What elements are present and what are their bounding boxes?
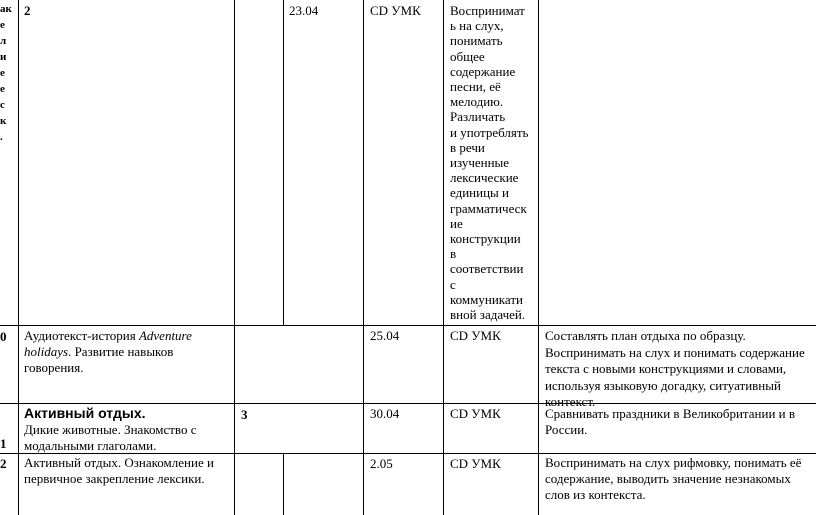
- hours-cell: 3: [241, 407, 248, 422]
- date-cell: 2.05: [370, 456, 393, 471]
- topic-text: . Развитие навыков говорения.: [24, 344, 174, 375]
- col-divider: [443, 0, 444, 515]
- lesson-number: 2: [24, 3, 31, 18]
- date-cell: 30.04: [370, 406, 400, 421]
- text-fragment: с: [0, 99, 5, 111]
- col-divider: [363, 0, 364, 515]
- topic-heading: Активный отдых.: [24, 405, 146, 421]
- text-line: в: [450, 246, 457, 262]
- text-line: понимать: [450, 33, 503, 49]
- col-divider: [234, 0, 235, 515]
- text-fragment: л: [0, 35, 7, 47]
- date-cell: 25.04: [370, 328, 400, 343]
- text-fragment: .: [0, 131, 3, 143]
- text-fragment: е: [0, 83, 5, 95]
- activities-cell: Сравнивать праздники в Великобритании и в России.: [545, 406, 796, 437]
- topic-italic: Adventure holidays: [24, 328, 192, 359]
- row-divider: [0, 325, 816, 326]
- activities-cell: Составлять план отдыха по образцу. Воспринимать на слух и понимать содержание текста с новыми конструкциями и словами, используя языковую догадку, ситуативный контекст.: [545, 328, 805, 409]
- text-line: содержание: [450, 63, 516, 79]
- text-fragment: к: [0, 115, 7, 127]
- topic-cell: [24, 328, 230, 376]
- lesson-number: 1: [0, 436, 7, 451]
- lesson-number: 2: [0, 456, 7, 471]
- text-fragment: и: [0, 51, 7, 63]
- text-line: конструкции: [450, 231, 521, 247]
- equipment-cell: CD УМК: [450, 406, 501, 421]
- col-divider: [18, 0, 19, 515]
- text-line: общее: [450, 48, 485, 64]
- text-fragment: е: [0, 19, 5, 31]
- text-line: лексические: [450, 170, 519, 186]
- equipment-cell: CD УМК: [450, 328, 501, 343]
- text-line: грамматическ: [450, 200, 527, 216]
- text-line: песни, её: [450, 79, 501, 95]
- equipment-cell: CD УМК: [450, 456, 501, 471]
- text-line: коммуникати: [450, 291, 523, 307]
- text-line: ие: [450, 215, 463, 231]
- date-cell: 23.04: [289, 3, 319, 18]
- col-divider: [283, 453, 284, 515]
- text-line: вной задачей.: [450, 307, 526, 323]
- text-line: ь на слух,: [450, 18, 504, 34]
- topic-text: Дикие животные. Знакомство с модальными глаголами.: [24, 422, 197, 453]
- text-line: и употреблять: [450, 124, 529, 140]
- text-fragment: е: [0, 67, 5, 79]
- activities-cell: [450, 3, 536, 322]
- col-divider: [538, 0, 539, 515]
- text-line: в речи: [450, 139, 485, 155]
- text-line: с: [450, 276, 456, 292]
- text-line: единицы и: [450, 185, 509, 201]
- topic-text: Аудиотекст-история: [24, 328, 139, 343]
- number-cell-fragment: [0, 2, 18, 147]
- col-divider: [283, 0, 284, 325]
- lesson-number: 0: [0, 329, 7, 344]
- text-line: соответствии: [450, 261, 524, 277]
- text-line: Различать: [450, 109, 506, 125]
- activities-cell: Воспринимать на слух рифмовку, понимать её содержание, выводить значение незнакомых слов из контекста.: [545, 455, 802, 502]
- text-line: Воспринимат: [450, 3, 525, 18]
- text-line: мелодию.: [450, 94, 504, 110]
- equipment-cell: CD УМК: [370, 3, 421, 18]
- text-fragment: ак: [0, 3, 12, 15]
- topic-text: Активный отдых. Ознакомление и первичное закрепление лексики.: [24, 455, 214, 486]
- text-line: изученные: [450, 155, 510, 171]
